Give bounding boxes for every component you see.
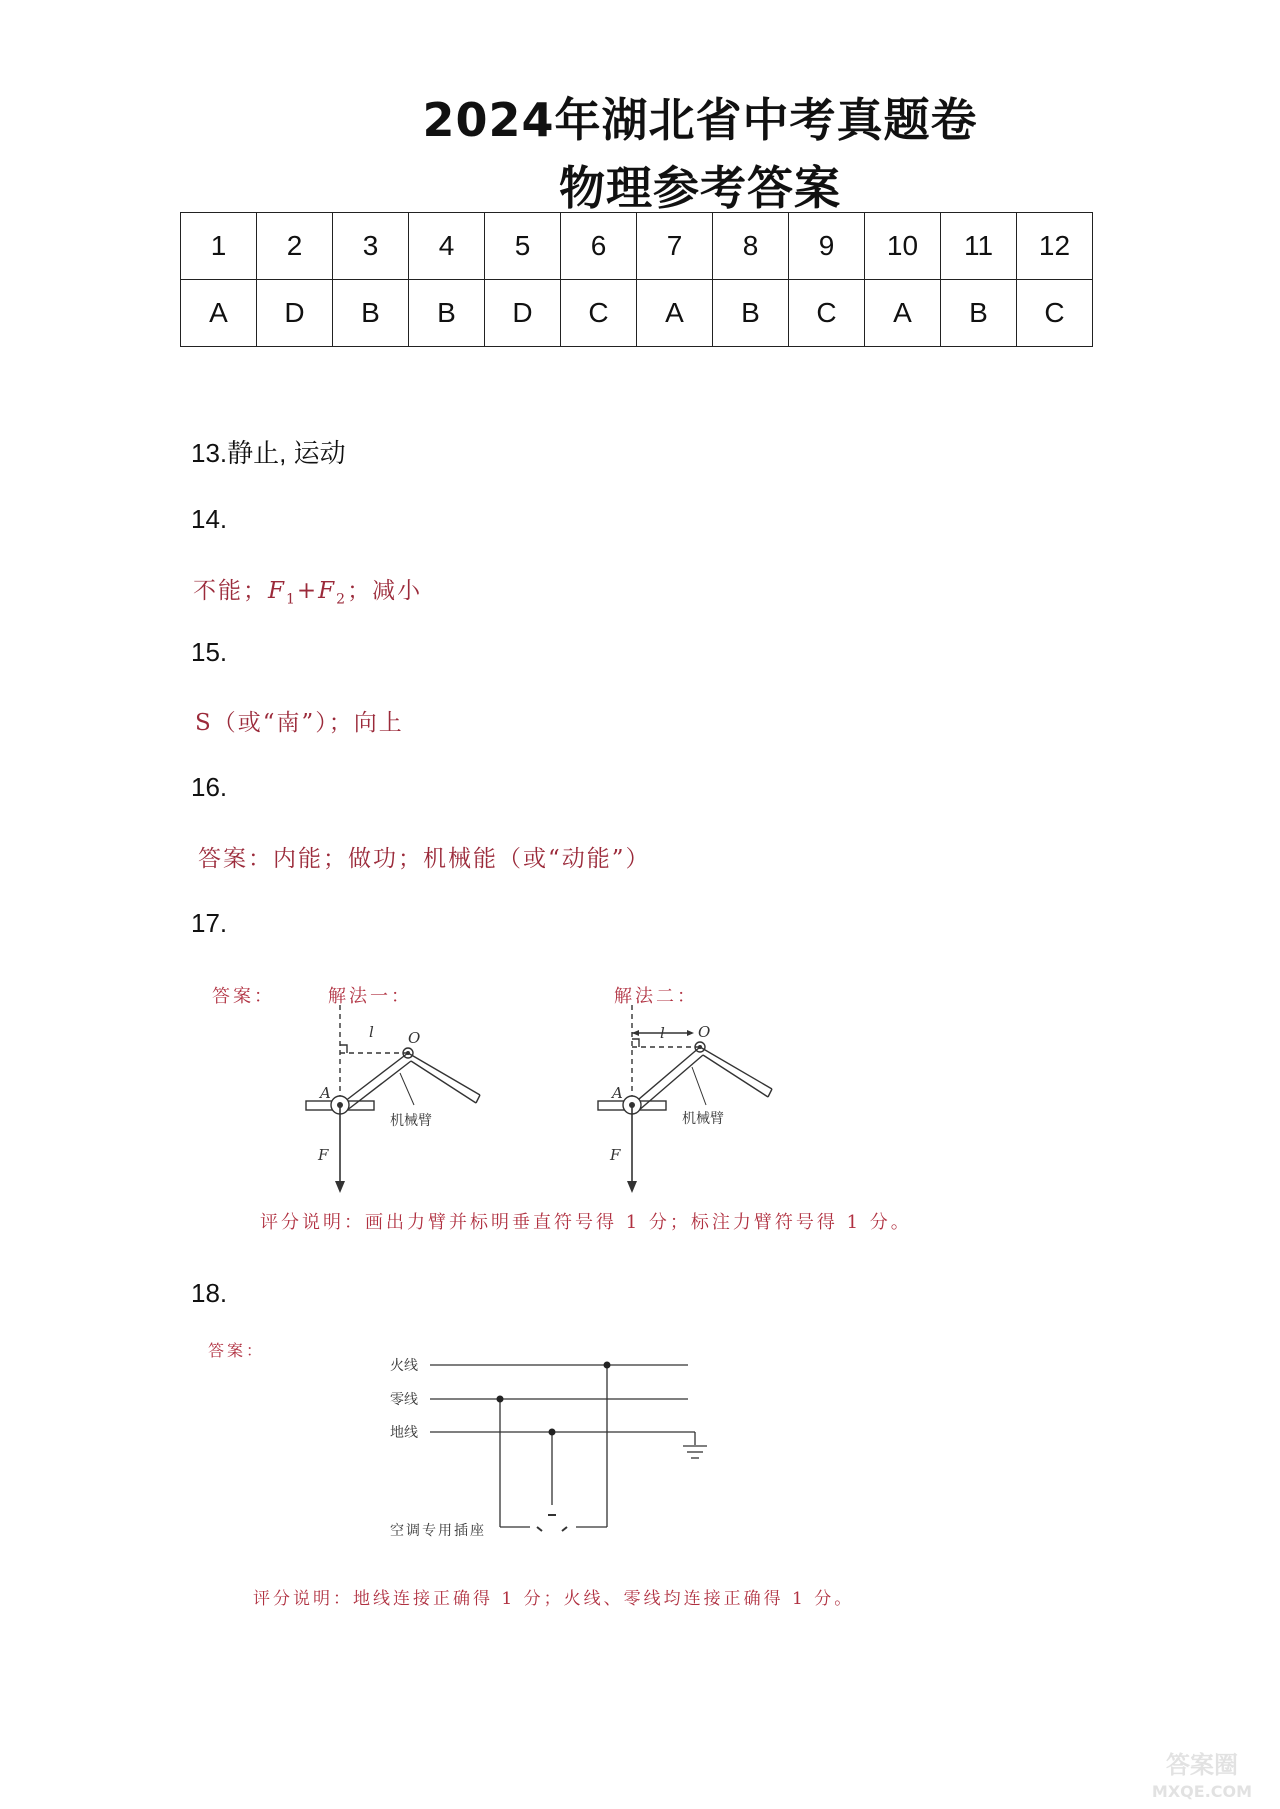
q18-answer-tag: 答案： — [208, 1341, 266, 1360]
question-number-cell: 2 — [257, 213, 333, 280]
force-arrowhead — [627, 1181, 637, 1193]
q17-label: 17. — [191, 908, 228, 938]
answer-cell: B — [941, 280, 1017, 347]
dimension-arrow-right — [687, 1030, 694, 1036]
q17-method1-label: 解法一： — [328, 986, 412, 1007]
answer-cell: B — [333, 280, 409, 347]
arm-segment-lower — [340, 1053, 408, 1105]
question-number-cell: 12 — [1017, 213, 1093, 280]
ground-junction — [549, 1429, 556, 1436]
question-number-cell: 8 — [713, 213, 789, 280]
answer-cell: D — [485, 280, 561, 347]
neutral-label: 零线 — [390, 1392, 418, 1408]
q17-method2-label: 解法二： — [614, 986, 698, 1007]
label-f: F — [610, 1146, 621, 1164]
q18-label: 18. — [191, 1278, 228, 1308]
q17-answer-tag: 答案： — [212, 986, 275, 1007]
question-number-cell: 6 — [561, 213, 637, 280]
q13-line — [191, 433, 346, 470]
page-subtitle: 物理参考答案 — [559, 161, 841, 215]
arm-callout-line — [400, 1073, 414, 1105]
label-a: A — [612, 1084, 623, 1102]
answer-cell: A — [181, 280, 257, 347]
arm-segment-upper — [700, 1047, 772, 1089]
live-label: 火线 — [390, 1358, 418, 1374]
q14-answer-prefix: 不能； — [193, 578, 268, 604]
watermark-logo-text: 答案圈 — [1166, 1751, 1238, 1779]
answer-cell: B — [409, 280, 485, 347]
dimension-arrow-left — [632, 1030, 639, 1036]
arm-segment-upper — [408, 1053, 480, 1095]
socket-symbol — [537, 1515, 567, 1531]
point-a-dot — [629, 1102, 635, 1108]
question-number-cell: 3 — [333, 213, 409, 280]
question-number-cell: 4 — [409, 213, 485, 280]
arm-segment-upper-edge — [703, 1055, 768, 1097]
arm-segment-lower-edge — [346, 1061, 411, 1111]
socket-pin-right — [562, 1527, 567, 1531]
pivot-o-dot — [698, 1045, 702, 1049]
q13-label: 13. — [191, 438, 228, 468]
answer-cell: C — [1017, 280, 1093, 347]
label-f: F — [318, 1146, 329, 1164]
neutral-junction — [497, 1396, 504, 1403]
q14-f1: F — [268, 578, 286, 604]
arm-segment-upper-edge — [411, 1061, 476, 1103]
answer-table-numbers-row — [181, 213, 1093, 280]
question-number-cell: 5 — [485, 213, 561, 280]
answer-cell: C — [789, 280, 865, 347]
label-o: O — [408, 1029, 421, 1047]
arm-end — [768, 1089, 772, 1097]
answer-cell: A — [637, 280, 713, 347]
label-l: l — [660, 1024, 665, 1042]
q18-scoring: 评分说明：地线连接正确得 1 分；火线、零线均连接正确得 1 分。 — [253, 1589, 855, 1609]
watermark-logo — [1142, 1745, 1262, 1801]
question-number-cell: 10 — [865, 213, 941, 280]
q14-label: 14. — [191, 504, 228, 534]
socket-pin-left — [537, 1527, 542, 1531]
q14-f1-sub: 1 — [285, 591, 297, 608]
q16-label: 16. — [191, 772, 228, 802]
q14-f2: F — [318, 578, 337, 604]
pivot-o-dot — [406, 1051, 410, 1055]
label-arm: 机械臂 — [682, 1111, 724, 1127]
label-l: l — [369, 1023, 374, 1041]
ground-label: 地线 — [390, 1425, 418, 1441]
q16-answer: 答案：内能；做功；机械能（或“动能”） — [198, 846, 651, 872]
answer-cell: B — [713, 280, 789, 347]
q14-f2-sub: 2 — [336, 591, 348, 608]
q14-answer-suffix: ；减小 — [347, 578, 423, 604]
answer-cell: D — [257, 280, 333, 347]
point-a-dot — [337, 1102, 343, 1108]
force-arrowhead — [335, 1181, 345, 1193]
question-number-cell: 1 — [181, 213, 257, 280]
right-angle-mark — [340, 1045, 347, 1053]
q17-method1-diagram — [290, 1005, 510, 1195]
arm-segment-lower-edge — [638, 1055, 703, 1111]
answer-cell: C — [561, 280, 637, 347]
arm-segment-lower — [632, 1047, 700, 1105]
right-angle-mark — [632, 1039, 639, 1047]
q13-answer: 静止, 运动 — [227, 438, 346, 468]
label-arm: 机械臂 — [390, 1113, 432, 1129]
question-number-cell: 9 — [789, 213, 865, 280]
socket-label: 空调专用插座 — [390, 1523, 486, 1539]
q17-method2-diagram — [582, 1005, 802, 1195]
arm-callout-line — [692, 1067, 706, 1105]
question-number-cell: 11 — [941, 213, 1017, 280]
question-number-cell: 7 — [637, 213, 713, 280]
page-title: 2024年湖北省中考真题卷 — [422, 93, 978, 147]
q17-scoring: 评分说明：画出力臂并标明垂直符号得 1 分；标注力臂符号得 1 分。 — [260, 1212, 912, 1233]
live-junction — [604, 1362, 611, 1369]
q18-wiring-diagram — [380, 1345, 720, 1545]
q14-answer — [193, 572, 422, 608]
label-o: O — [698, 1023, 711, 1041]
answer-table-answers-row — [181, 280, 1093, 347]
q15-label: 15. — [191, 637, 228, 667]
arm-end — [476, 1095, 480, 1103]
answer-cell: A — [865, 280, 941, 347]
label-a: A — [320, 1084, 331, 1102]
answer-table — [180, 212, 1093, 347]
q14-plus: + — [296, 578, 319, 604]
q15-answer: S（或“南”）；向上 — [195, 710, 404, 736]
watermark-url: MXQE.COM — [1151, 1782, 1253, 1801]
